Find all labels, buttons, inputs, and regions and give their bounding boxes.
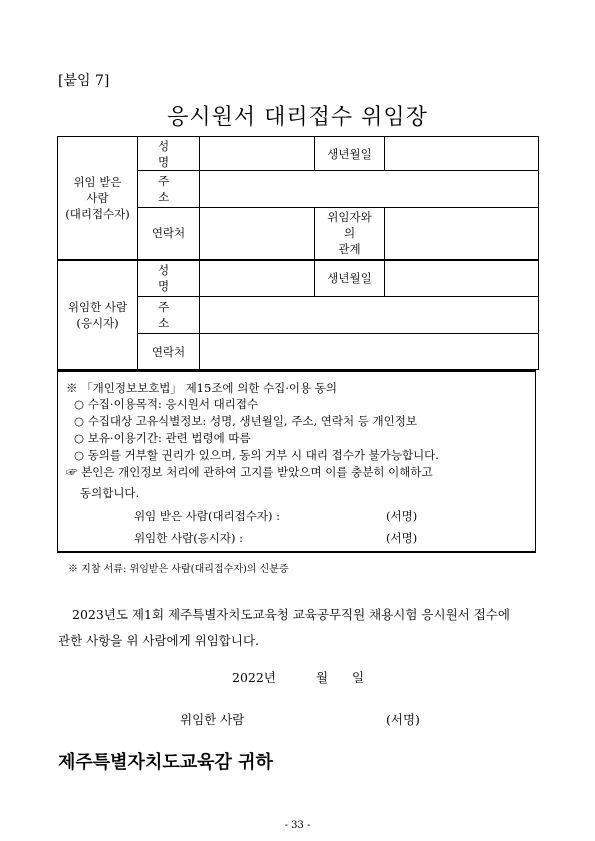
proxy-address-field[interactable] bbox=[200, 171, 539, 208]
proxy-contact-label: 연락처 bbox=[138, 208, 200, 260]
proxy-birth-label: 생년월일 bbox=[315, 137, 385, 171]
page-number: - 33 - bbox=[284, 820, 311, 831]
consent-item: ○ 수집·이용목적: 응시원서 대리접수 bbox=[74, 397, 259, 411]
delegator-group-label: 위임한 사람 (응시자) bbox=[58, 260, 138, 370]
attachment-label: [붙임 7] bbox=[58, 73, 110, 89]
addressee: 제주특별자치도교육감 귀하 bbox=[58, 752, 273, 773]
consent-item: ○ 수집대상 고유식별정보: 성명, 생년월일, 주소, 연락처 등 개인정보 bbox=[74, 414, 417, 428]
date-month: 월 bbox=[316, 670, 329, 685]
proxy-birth-field[interactable] bbox=[385, 137, 539, 171]
proxy-name-field[interactable] bbox=[200, 137, 315, 171]
date-day: 일 bbox=[352, 670, 365, 685]
proxy-signature-seal: (서명) bbox=[386, 509, 418, 523]
consent-item: ○ 동의를 거부할 권리가 있으며, 동의 거부 시 대리 접수가 불가능합니다. bbox=[74, 448, 439, 462]
delegation-statement bbox=[58, 602, 540, 654]
consent-item: ○ 보유·이용기간: 관련 법령에 따름 bbox=[74, 431, 251, 445]
proxy-address-label: 주 소 bbox=[138, 171, 200, 208]
proxy-signature-label: 위임 받은 사람(대리접수자) : bbox=[134, 509, 281, 523]
delegator-birth-label: 생년월일 bbox=[315, 260, 385, 297]
delegator-signature-row[interactable] bbox=[66, 527, 527, 549]
required-documents-note: ※ 지참 서류: 위임받은 사람(대리접수자)의 신분증 bbox=[68, 564, 289, 575]
delegator-contact-label: 연락처 bbox=[138, 334, 200, 370]
delegation-statement-line: 2023년도 제1회 제주특별자치도교육청 교육공무직원 채용시험 응시원서 접수에 bbox=[72, 607, 510, 622]
delegator-address-field[interactable] bbox=[200, 297, 539, 334]
consent-agree-line: ☞ 본인은 개인정보 처리에 관하여 고지를 받았으며 이를 충분히 이해하고 bbox=[66, 465, 433, 479]
privacy-consent-box bbox=[57, 370, 536, 553]
proxy-signature-row[interactable] bbox=[66, 505, 527, 527]
delegator-sign-seal: (서명) bbox=[386, 712, 420, 727]
delegator-name-field[interactable] bbox=[200, 260, 315, 297]
delegation-form-table bbox=[57, 136, 539, 370]
relation-label: 위임자와 의 관계 bbox=[315, 208, 385, 260]
delegator-signature-seal: (서명) bbox=[386, 531, 418, 545]
proxy-name-label: 성 명 bbox=[138, 137, 200, 171]
delegator-sign-label: 위임한 사람 bbox=[180, 712, 245, 727]
delegation-statement-line: 관한 사항을 위 사람에게 위임합니다. bbox=[58, 633, 259, 648]
delegator-birth-field[interactable] bbox=[385, 260, 539, 297]
document-title: 응시원서 대리접수 위임장 bbox=[167, 105, 428, 130]
date-year: 2022년 bbox=[232, 670, 276, 685]
delegator-contact-field[interactable] bbox=[200, 334, 539, 370]
proxy-group-label: 위임 받은 사람 (대리접수자) bbox=[58, 137, 138, 260]
delegator-signature-label: 위임한 사람(응시자) : bbox=[134, 531, 244, 545]
consent-agree-line-2: 동의합니다. bbox=[80, 486, 140, 500]
relation-field[interactable] bbox=[385, 208, 539, 260]
consent-heading: ※ 「개인정보보호법」 제15조에 의한 수집·이용 동의 bbox=[66, 381, 338, 395]
proxy-contact-field[interactable] bbox=[200, 208, 315, 260]
delegator-name-label: 성 명 bbox=[138, 260, 200, 297]
delegator-address-label: 주 소 bbox=[138, 297, 200, 334]
